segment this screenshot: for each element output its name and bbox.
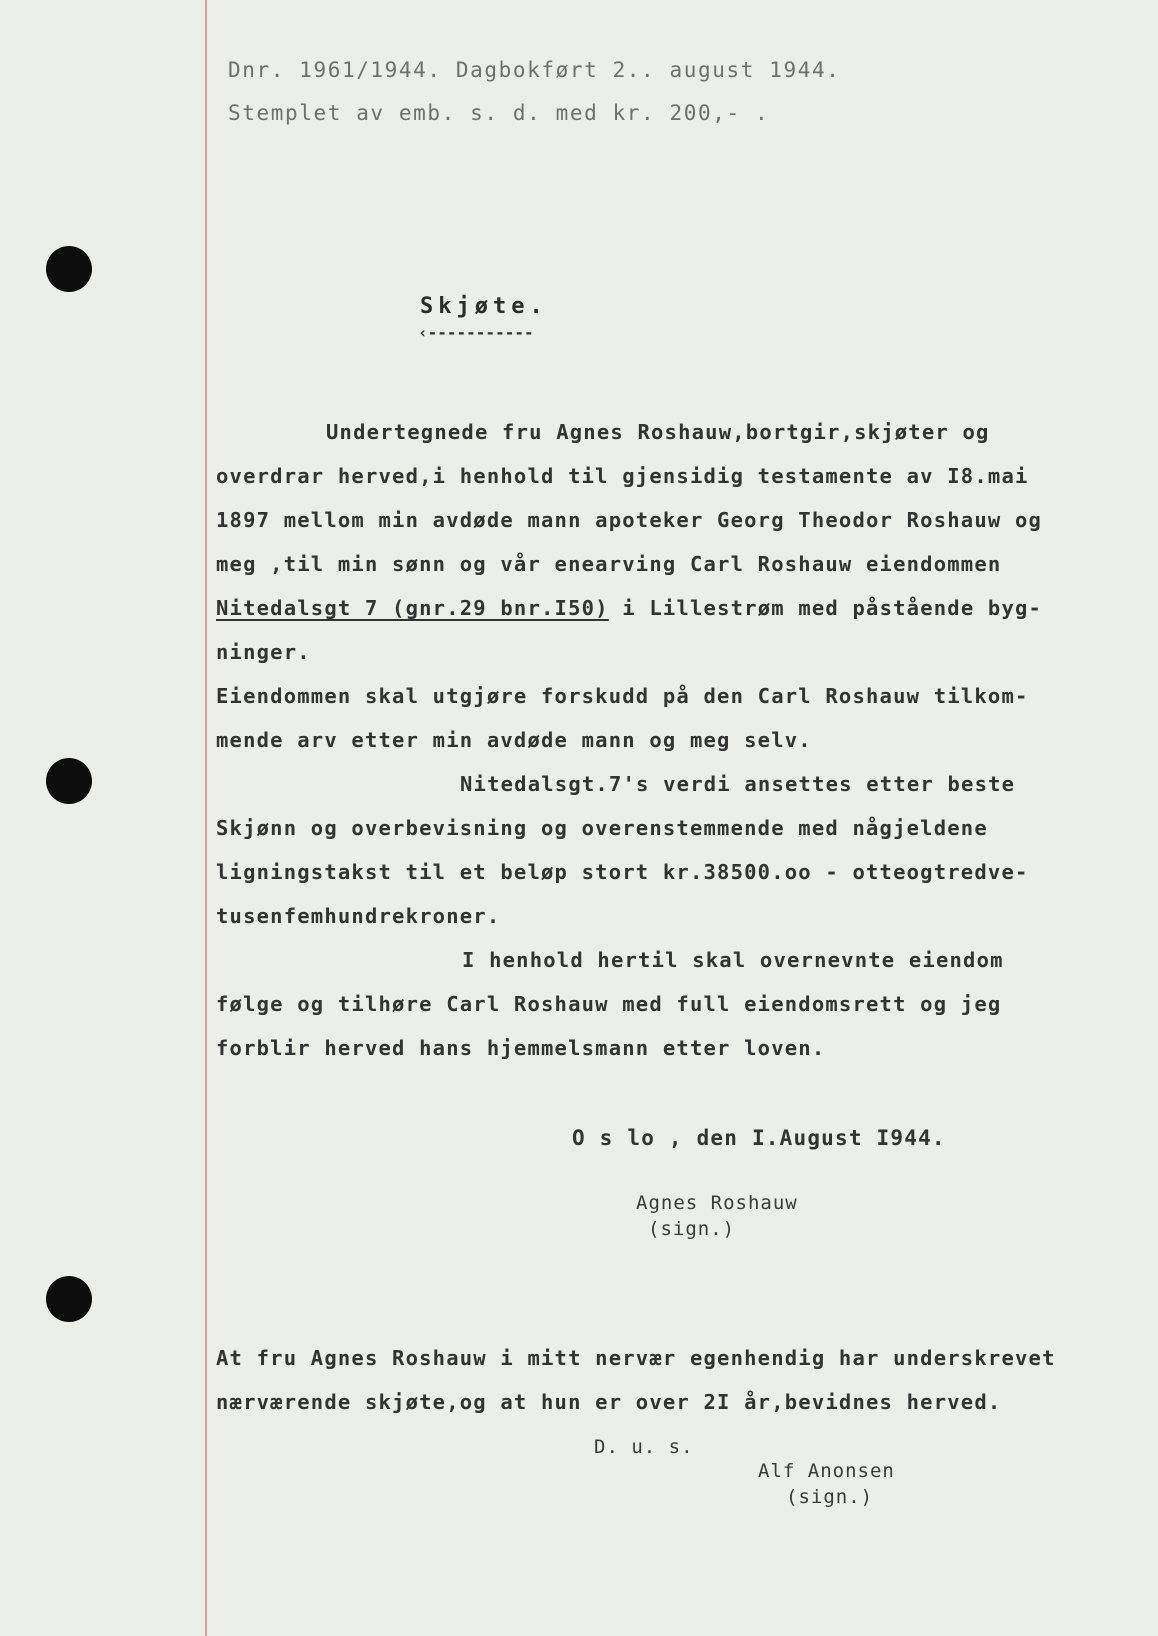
red-margin-line: [205, 0, 207, 1636]
body-line: tusenfemhundrekroner.: [216, 904, 501, 928]
body-line: Eiendommen skal utgjøre forskudd på den Carl Roshauw tilkom-: [216, 684, 1029, 708]
body-line: ligningstakst til et beløp stort kr.38500.oo - otteogtredve-: [216, 860, 1029, 884]
body-line: [216, 596, 1042, 620]
dateline: O s lo , den I.August I944.: [572, 1126, 946, 1150]
signature-name: Agnes Roshauw: [636, 1192, 798, 1214]
property-reference: Nitedalsgt 7 (gnr.29 bnr.I50): [216, 596, 609, 620]
document-title: Skjøte.: [420, 294, 548, 319]
body-line-rest: i Lillestrøm med påstående byg-: [608, 596, 1043, 620]
witness-signature-name: Alf Anonsen: [758, 1460, 895, 1482]
signature-note: (sign.): [648, 1218, 736, 1240]
body-line: følge og tilhøre Carl Roshauw med full eiendomsrett og jeg: [216, 992, 1002, 1016]
punch-hole: [46, 758, 92, 804]
body-line: overdrar herved,i henhold til gjensidig testamente av I8.mai: [216, 464, 1029, 488]
body-line: ninger.: [216, 640, 311, 664]
title-underline: ‹-----------: [418, 323, 534, 342]
witness-line: At fru Agnes Roshauw i mitt nervær egenhendig har underskrevet: [216, 1346, 1056, 1370]
witness-line: nærværende skjøte,og at hun er over 2I år,bevidnes herved.: [216, 1390, 1002, 1414]
body-line: I henhold hertil skal overnevnte eiendom: [462, 948, 1004, 972]
stamp-line: Stemplet av emb. s. d. med kr. 200,- .: [228, 101, 770, 125]
punch-hole: [46, 1276, 92, 1322]
body-line: meg ,til min sønn og vår enearving Carl Roshauw eiendommen: [216, 552, 1002, 576]
body-line: Undertegnede fru Agnes Roshauw,bortgir,skjøter og: [326, 420, 990, 444]
registration-line: Dnr. 1961/1944. Dagbokført 2.. august 1944.: [228, 58, 841, 82]
body-line: 1897 mellom min avdøde mann apoteker Georg Theodor Roshauw og: [216, 508, 1043, 532]
dus-abbreviation: D. u. s.: [594, 1436, 694, 1458]
body-line: mende arv etter min avdøde mann og meg selv.: [216, 728, 812, 752]
body-line: forblir herved hans hjemmelsmann etter loven.: [216, 1036, 826, 1060]
witness-signature-note: (sign.): [786, 1486, 874, 1508]
body-line: Skjønn og overbevisning og overenstemmende med någjeldene: [216, 816, 988, 840]
punch-hole: [46, 246, 92, 292]
body-line: Nitedalsgt.7's verdi ansettes etter beste: [460, 772, 1016, 796]
